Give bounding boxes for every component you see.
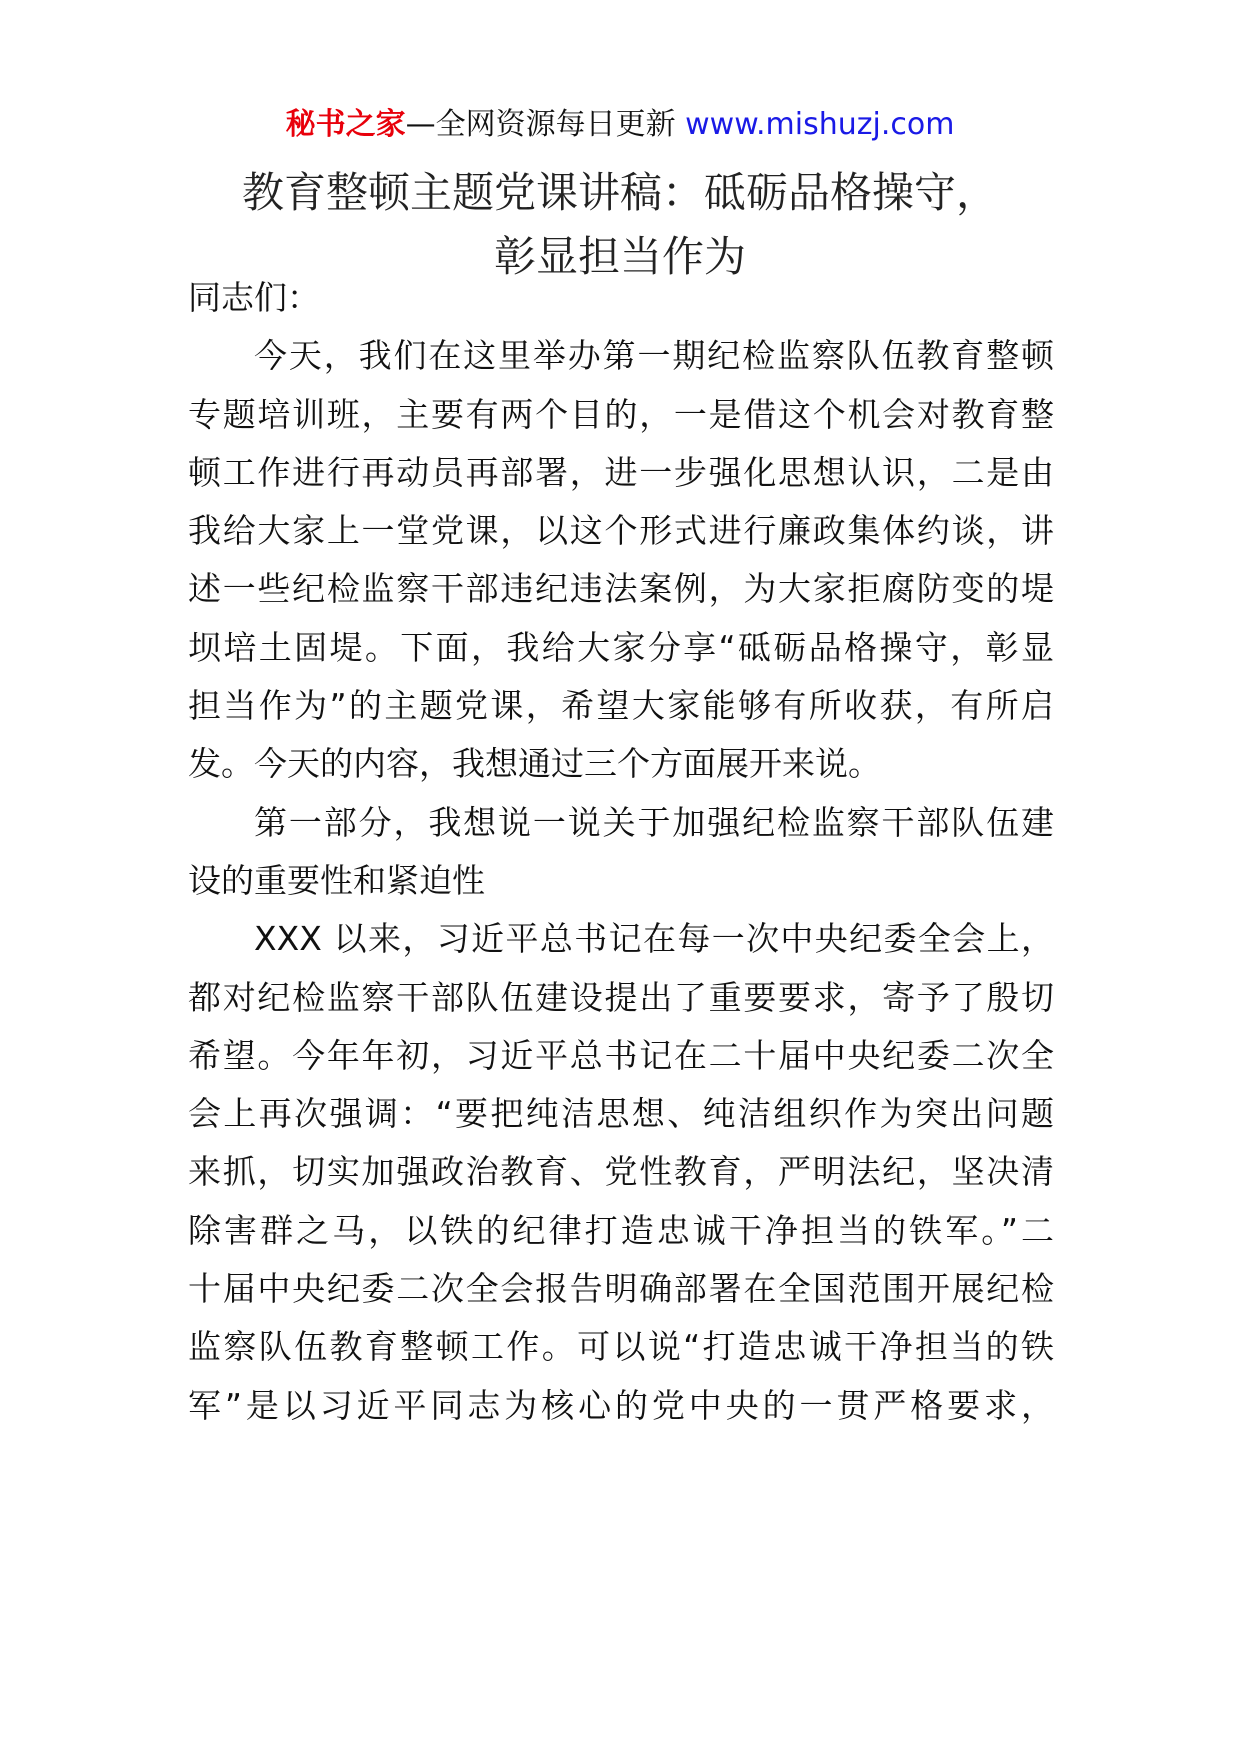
body-line: 希望。今年年初，习近平总书记在二十届中央纪委二次全 [188, 1035, 1054, 1075]
body-line: 坝培土固堤。下面，我给大家分享“砥砺品格操守，彰显 [188, 627, 1054, 667]
body-line: 我给大家上一堂党课，以这个形式进行廉政集体约谈，讲 [188, 511, 1054, 551]
salutation: 同志们： [188, 278, 320, 317]
body-line: 会上再次强调：“要把纯洁思想、纯洁组织作为突出问题 [188, 1094, 1054, 1134]
document-title-line-2: 彰显担当作为 [493, 232, 746, 281]
site-header [0, 103, 1240, 147]
body-line: 述一些纪检监察干部违纪违法案例，为大家拒腐防变的堤 [188, 569, 1054, 609]
document-body [188, 269, 1054, 1435]
body-line: XXX 以来，习近平总书记在每一次中央纪委全会上， [254, 919, 1054, 959]
body-line: 除害群之马，以铁的纪律打造忠诚干净担当的铁军。”二 [188, 1210, 1054, 1250]
brand-name: 秘书之家 [285, 107, 406, 142]
site-url[interactable]: www.mishuzj.com [685, 107, 955, 142]
body-line: 今天，我们在这里举办第一期纪检监察队伍教育整顿 [254, 336, 1054, 376]
body-line: 军”是以习近平同志为核心的党中央的一贯严格要求， [188, 1385, 1054, 1425]
document-title-line-1: 教育整顿主题党课讲稿：砥砺品格操守， [241, 168, 998, 217]
body-line: 都对纪检监察干部队伍建设提出了重要要求，寄予了殷切 [188, 977, 1054, 1017]
section-heading-line: 第一部分，我想说一说关于加强纪检监察干部队伍建 [254, 802, 1054, 842]
body-line: 发。今天的内容，我想通过三个方面展开来说。 [188, 744, 881, 784]
body-line: 担当作为”的主题党课，希望大家能够有所收获，有所启 [188, 686, 1054, 726]
section-heading-line: 设的重要性和紧迫性 [188, 860, 485, 900]
body-line: 监察队伍教育整顿工作。可以说“打造忠诚干净担当的铁 [188, 1327, 1054, 1367]
body-line: 专题培训班，主要有两个目的，一是借这个机会对教育整 [188, 394, 1054, 434]
body-line: 顿工作进行再动员再部署，进一步强化思想认识，二是由 [188, 452, 1054, 492]
body-line: 十届中央纪委二次全会报告明确部署在全国范围开展纪检 [188, 1269, 1054, 1309]
body-line: 来抓，切实加强政治教育、党性教育，严明法纪，坚决清 [188, 1152, 1054, 1192]
header-slogan: —全网资源每日更新 [405, 107, 676, 142]
